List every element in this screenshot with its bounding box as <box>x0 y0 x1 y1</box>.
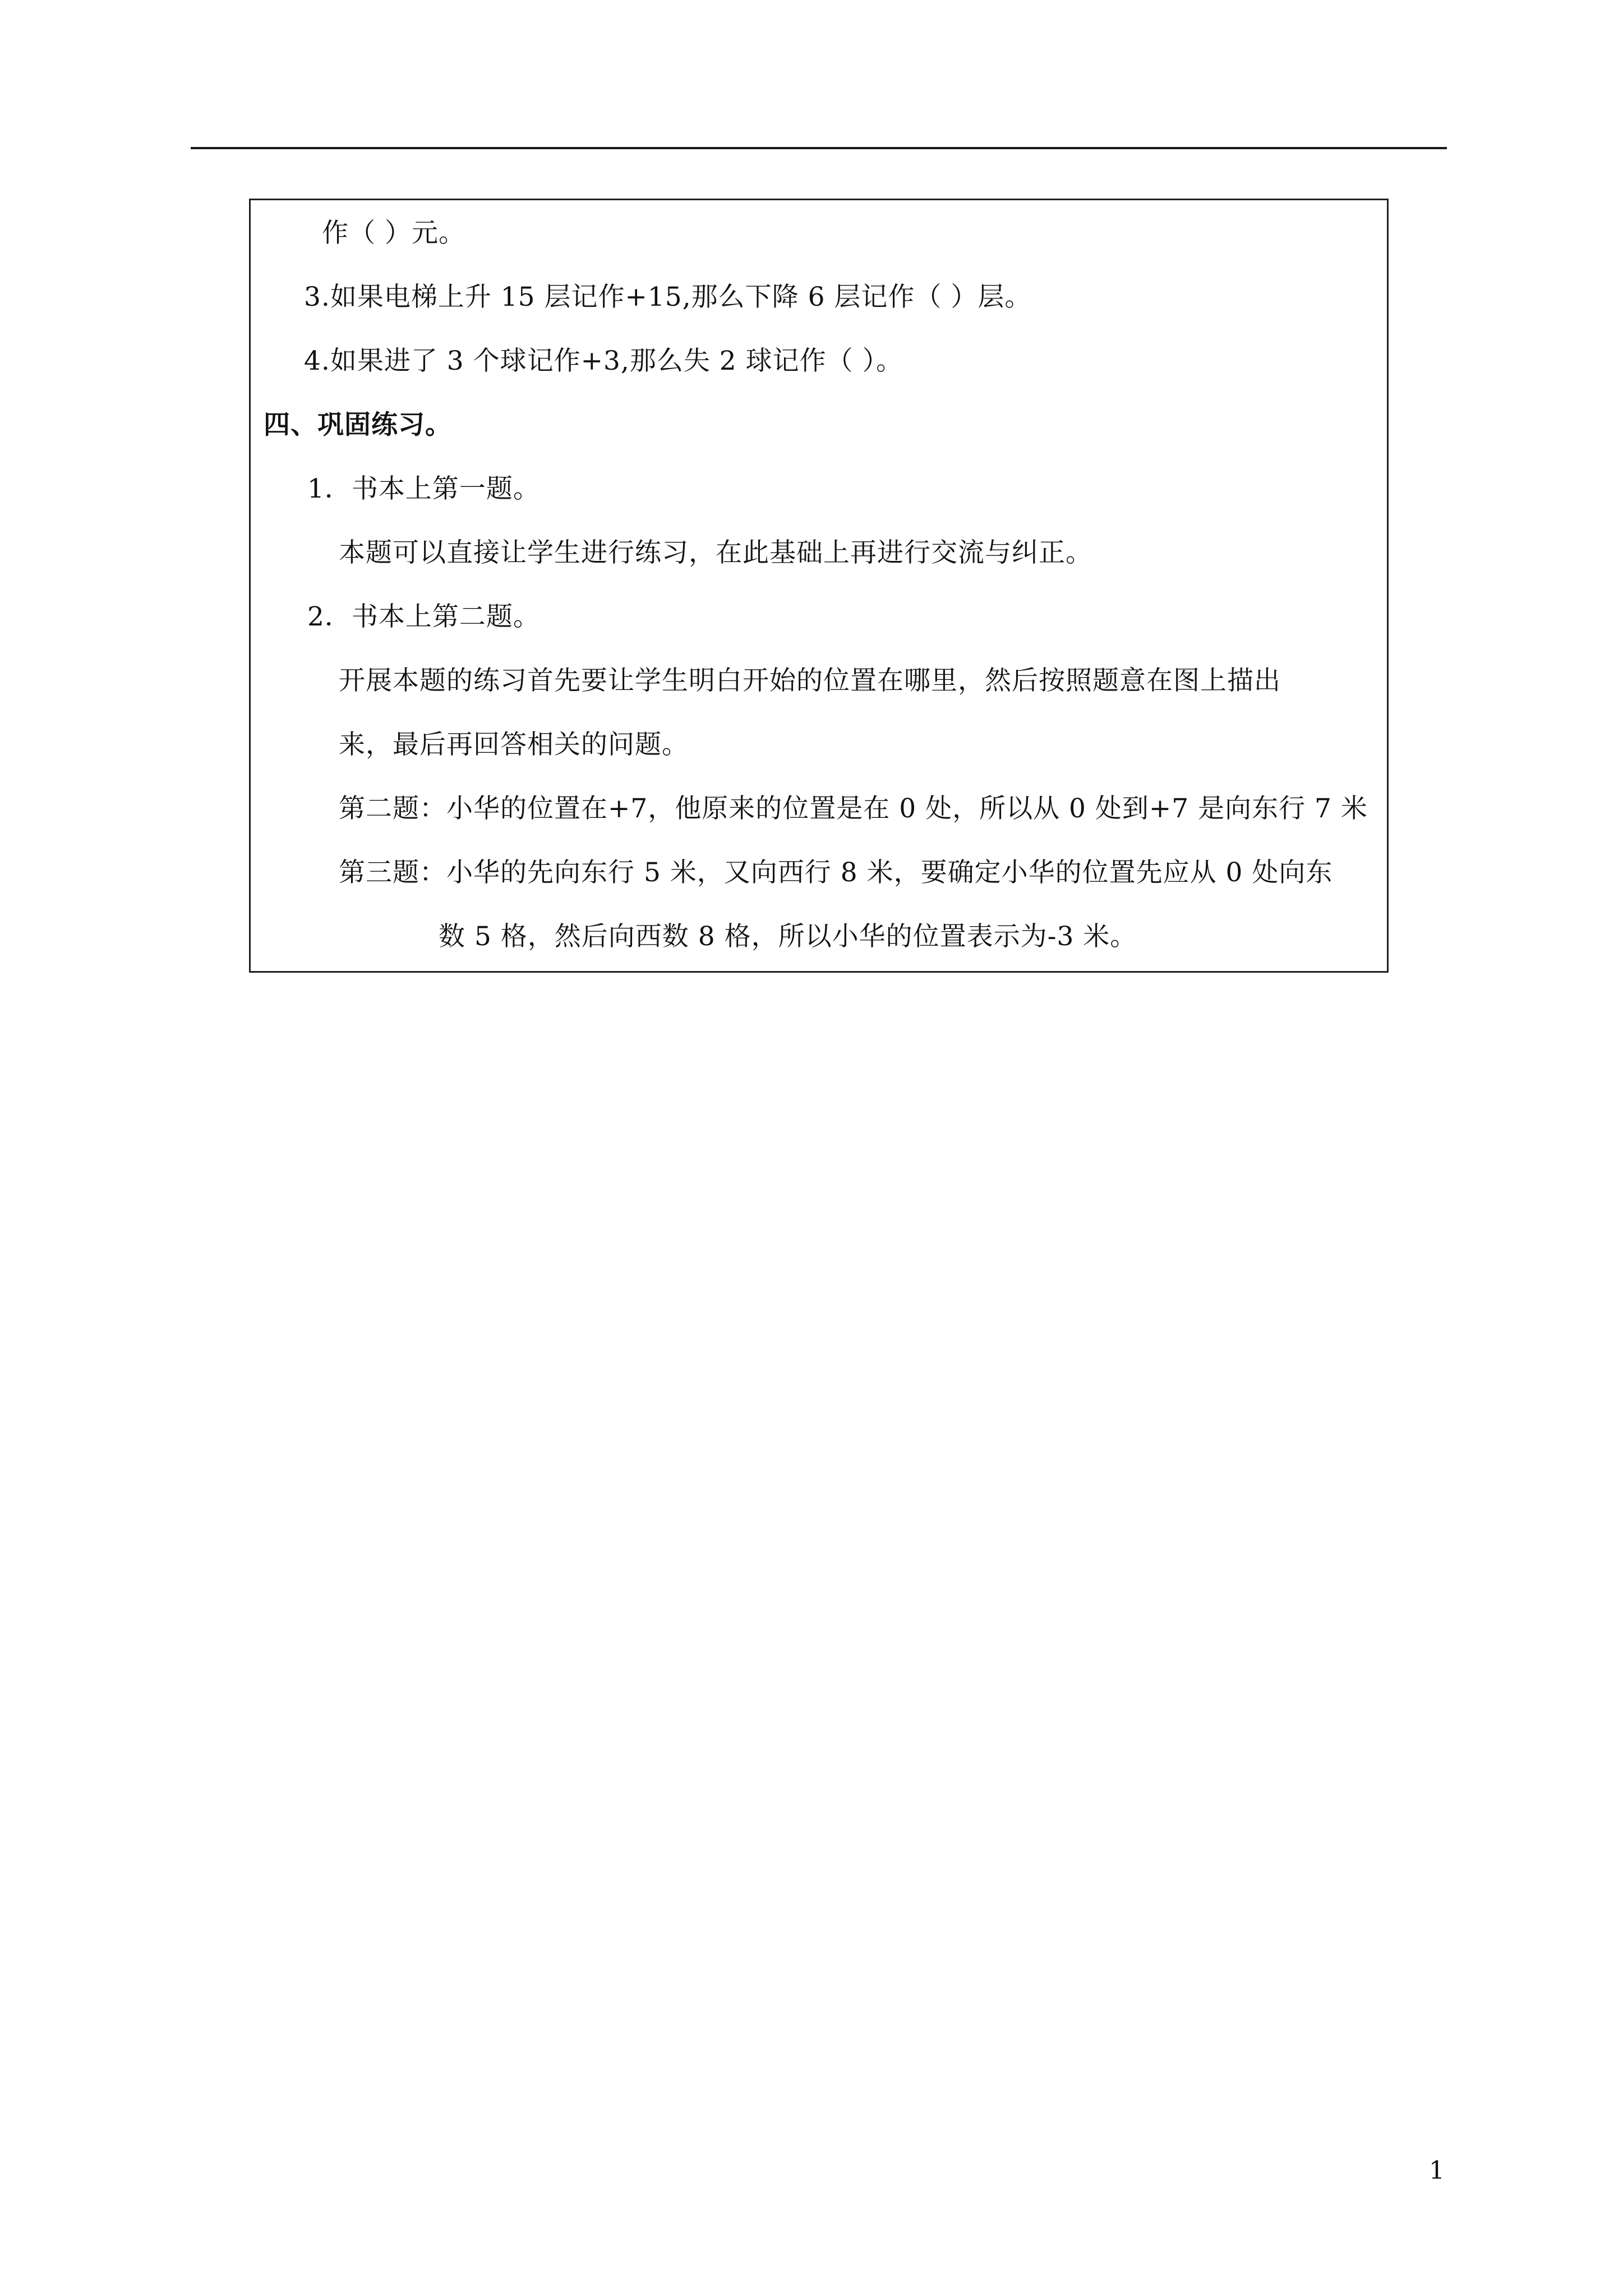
exercise-item-2: 2．书本上第二题。 <box>307 601 540 632</box>
answer-question-3-part1: 第三题：小华的先向东行 5 米，又向西行 8 米，要确定小华的位置先应从 0 处向东 <box>339 857 1333 888</box>
exercise-note-1: 本题可以直接让学生进行练习，在此基础上再进行交流与纠正。 <box>339 537 1092 568</box>
answer-question-2: 第二题：小华的位置在+7，他原来的位置是在 0 处，所以从 0 处到+7 是向东行 7 米 <box>339 793 1368 824</box>
exercise-note-2-part1: 开展本题的练习首先要让学生明白开始的位置在哪里，然后按照题意在图上描出 <box>339 665 1281 696</box>
answer-question-3-part2: 数 5 格，然后向西数 8 格，所以小华的位置表示为-3 米。 <box>439 921 1137 952</box>
question-goals: 4.如果进了 3 个球记作+3,那么失 2 球记作（ ）。 <box>304 346 903 376</box>
exercise-item-1: 1．书本上第一题。 <box>307 473 540 504</box>
answer-line-yuan: 作（ ）元。 <box>322 218 465 249</box>
header-rule <box>191 147 1447 149</box>
section-heading-consolidation: 四、巩固练习。 <box>264 409 452 440</box>
page-number: 1 <box>1429 2156 1445 2185</box>
exercise-note-2-part2: 来，最后再回答相关的问题。 <box>339 729 689 760</box>
question-elevator: 3.如果电梯上升 15 层记作+15,那么下降 6 层记作（ ）层。 <box>304 282 1032 312</box>
